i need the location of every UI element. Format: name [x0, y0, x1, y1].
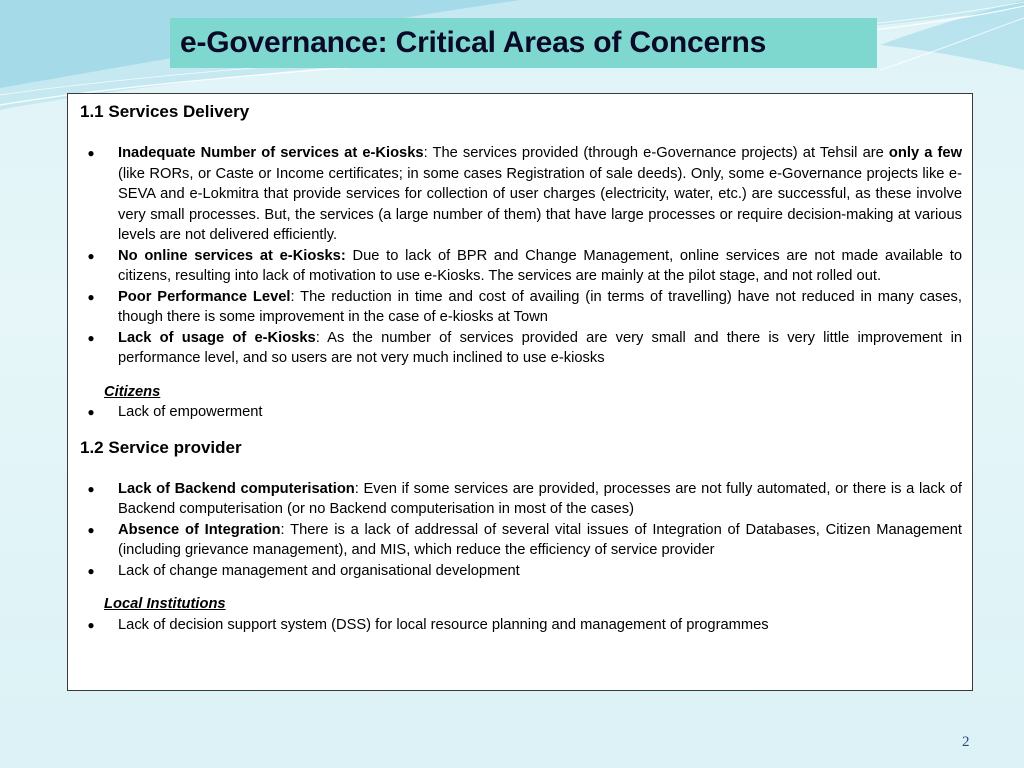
list-item [80, 328, 962, 369]
services-delivery-list [80, 143, 962, 369]
citizens-list [80, 402, 962, 423]
bullet-icon: ● [87, 563, 95, 578]
local-institutions-list [80, 615, 962, 636]
item-text: Due to lack of BPR and Change Management, online services are not made available to citizens, resulting into lack of motivation to use e-Kiosks. The services are mainly at the pilot stage, and not rolled out. [118, 247, 962, 284]
service-provider-list [80, 479, 962, 582]
title-banner [170, 18, 877, 68]
list-item [80, 402, 962, 423]
bullet-icon: ● [87, 617, 95, 632]
bullet-icon: ● [87, 405, 95, 419]
list-item [80, 561, 962, 582]
list-item [80, 479, 962, 520]
list-item [80, 615, 962, 636]
list-item [80, 520, 962, 561]
section-heading-service-provider: 1.2 Service provider [80, 437, 242, 457]
bullet-icon: ● [87, 522, 95, 537]
item-text: : There is a lack of addressal of several vital issues of Integration of Databases, Citizen Management (including grievance management), and MIS, which reduce the efficiency of service provider [118, 521, 962, 558]
item-bold-label: No online services at e-Kiosks: [118, 247, 346, 264]
list-item [80, 287, 962, 328]
bullet-icon: ● [87, 289, 95, 304]
section-heading-services-delivery: 1.1 Services Delivery [80, 102, 250, 121]
item-text: : As the number of services provided are very small and there is very little improvement in performance level, and so users are not very much inclined to use e-kiosks [118, 329, 962, 366]
content-panel [67, 93, 973, 691]
item-bold-label: Lack of Backend computerisation [118, 480, 355, 497]
item-text: Lack of empowerment [118, 404, 263, 420]
item-text: : The services provided (through e-Governance projects) at Tehsil are [423, 145, 889, 161]
page-number: 2 [962, 734, 970, 750]
item-text: : Even if some services are provided, processes are not fully automated, or there is a lack of Backend computerisation (or no Backend computerisation in most of the cases) [118, 480, 962, 517]
item-bold-label: Lack of usage of e-Kiosks [118, 329, 316, 346]
bullet-icon: ● [87, 248, 95, 263]
item-text: (like RORs, or Caste or Income certificates; in some cases Registration of sale deeds). Only, some e-Governance projects like e-SEVA and e-Lokmitra that provide services for collection of user charges (electricity, water, etc.) are successful, as these involve very small processes. But, the services (a large number of them) that have large processes or require decision-making at various levels are not delivered efficiently. [118, 165, 962, 243]
item-bold-label: Inadequate Number of services at e-Kiosks [118, 145, 424, 161]
item-bold-label: Poor Performance Level [118, 288, 291, 305]
bullet-icon: ● [87, 146, 95, 160]
item-text: Lack of change management and organisational development [118, 562, 520, 579]
item-bold-label: Absence of Integration [118, 521, 281, 538]
item-text: Lack of decision support system (DSS) for local resource planning and management of programmes [118, 616, 769, 633]
subheading-local-institutions: Local Institutions [104, 596, 226, 612]
list-item [80, 246, 962, 287]
item-bold-label: only a few [888, 145, 962, 161]
subheading-citizens: Citizens [104, 383, 161, 400]
bullet-icon: ● [87, 481, 95, 496]
item-text: : The reduction in time and cost of availing (in terms of travelling) have not reduced in many cases, though there is some improvement in the case of e-kiosks at Town [118, 288, 962, 325]
slide-title: e-Governance: Critical Areas of Concerns [180, 26, 767, 59]
bullet-icon: ● [87, 330, 95, 345]
list-item [80, 143, 962, 246]
